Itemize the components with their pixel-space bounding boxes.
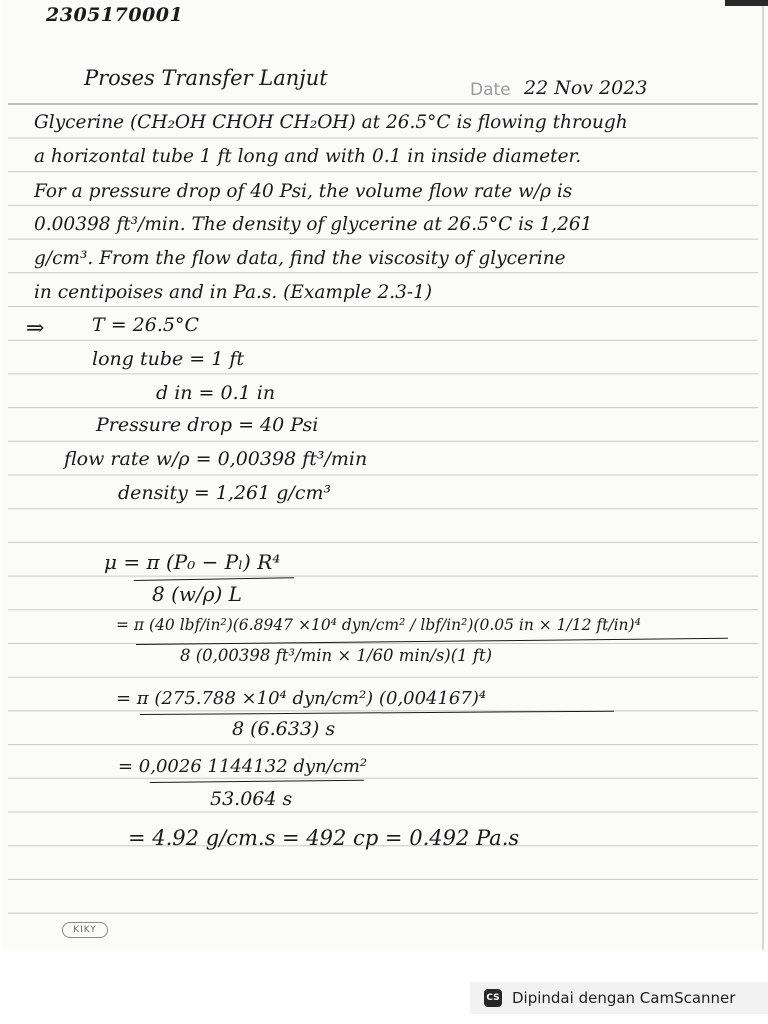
page-title: Proses Transfer Lanjut — [84, 66, 328, 90]
notebook-brand-logo: KIKY — [62, 922, 108, 938]
given-tube-length: long tube = 1 ft — [92, 348, 245, 370]
step3-denominator: 53.064 s — [210, 788, 293, 810]
given-temperature: T = 26.5°C — [92, 314, 200, 336]
notebook-sheet — [2, 0, 764, 950]
formula-denominator: 8 (w/ρ) L — [152, 582, 242, 606]
date-label: Date — [470, 80, 511, 100]
date-value: 22 Nov 2023 — [524, 77, 648, 99]
final-result: = 4.92 g/cm.s = 492 cp = 0.492 Pa.s — [128, 826, 520, 850]
problem-line: in centipoises and in Pa.s. (Example 2.3-1) — [34, 282, 433, 303]
step3-numerator: = 0,0026 1144132 dyn/cm² — [118, 756, 368, 777]
problem-line: For a pressure drop of 40 Psi, the volume flow rate w/ρ is — [34, 181, 573, 202]
watermark-text: Dipindai dengan CamScanner — [512, 989, 736, 1007]
problem-line: 0.00398 ft³/min. The density of glycerine at 26.5°C is 1,261 — [34, 214, 593, 235]
ruled-lines — [2, 0, 762, 950]
problem-line: g/cm³. From the flow data, find the viscosity of glycerine — [34, 248, 566, 269]
given-flow-rate: flow rate w/ρ = 0,00398 ft³/min — [64, 448, 368, 470]
formula-numerator: μ = π (P₀ − Pₗ) R⁴ — [104, 550, 281, 574]
scan-edge-shadow — [725, 0, 768, 6]
camscanner-watermark — [470, 982, 768, 1014]
problem-line: Glycerine (CH₂OH CHOH CH₂OH) at 26.5°C is flowing through — [34, 112, 628, 133]
step1-denominator: 8 (0,00398 ft³/min × 1/60 min/s)(1 ft) — [180, 646, 493, 665]
problem-line: a horizontal tube 1 ft long and with 0.1 in inside diameter. — [34, 146, 582, 167]
given-density: density = 1,261 g/cm³ — [118, 482, 332, 504]
given-pressure-drop: Pressure drop = 40 Psi — [96, 414, 319, 436]
cs-logo-icon: CS — [484, 989, 502, 1007]
step2-numerator: = π (275.788 ×10⁴ dyn/cm²) (0,004167)⁴ — [116, 688, 487, 709]
document-id: 2305170001 — [46, 4, 184, 26]
step1-numerator: = π (40 lbf/in²)(6.8947 ×10⁴ dyn/cm² / lbf/in²)(0.05 in × 1/12 ft/in)⁴ — [116, 616, 641, 634]
step2-denominator: 8 (6.633) s — [232, 718, 336, 740]
implies-arrow-icon: ⇒ — [26, 316, 45, 341]
given-diameter: d in = 0.1 in — [156, 382, 276, 404]
